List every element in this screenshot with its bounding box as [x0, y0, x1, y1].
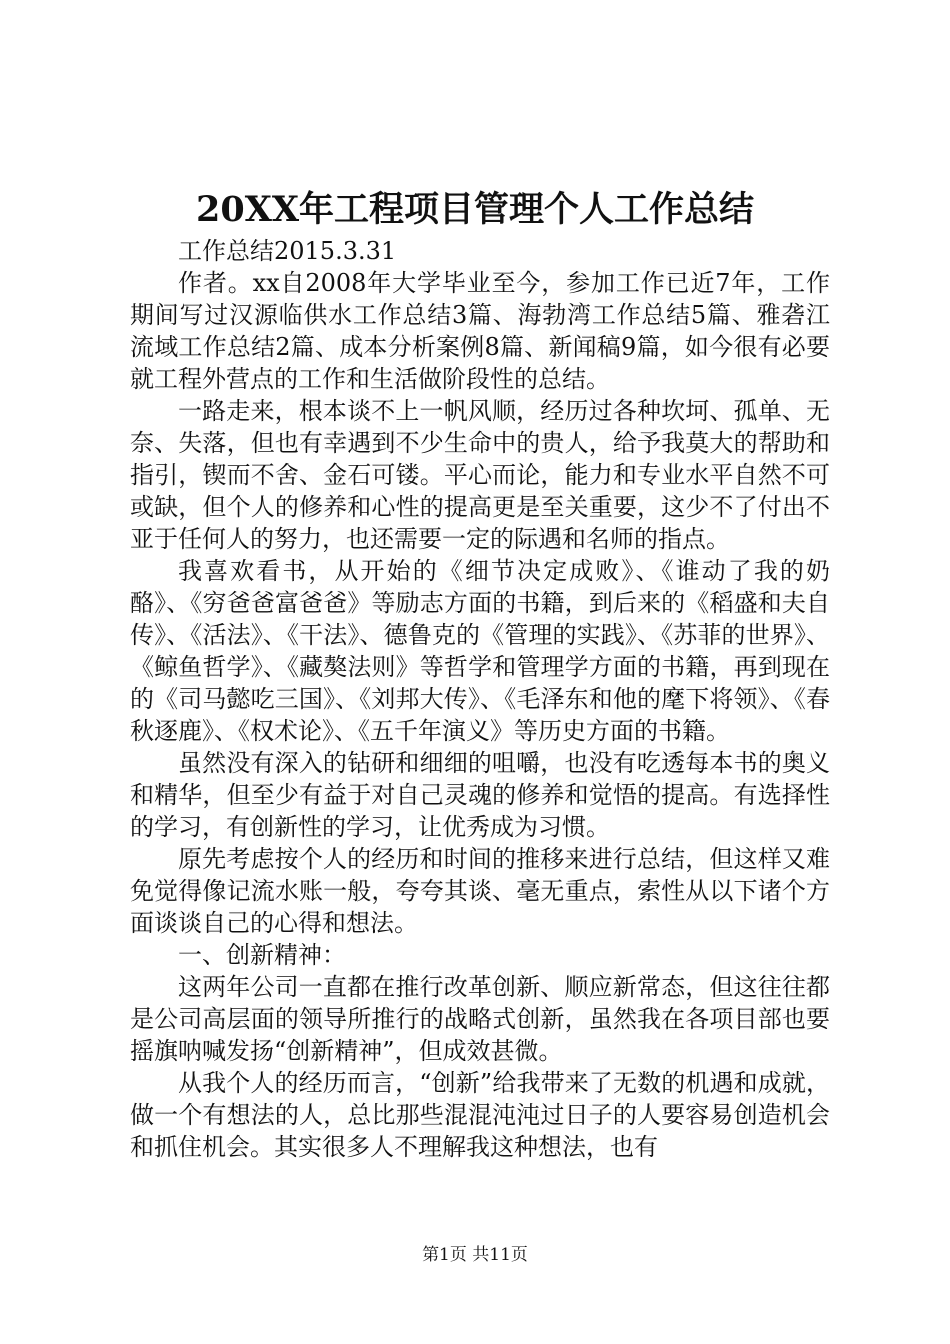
paragraph-author-intro: 作者。xx自2008年大学毕业至今，参加工作已近7年，工作期间写过汉源临供水工作总结3篇、海勃湾工作总结5篇、雅砻江流域工作总结2篇、成本分析案例8篇、新闻稿9篇，如今很有必要就工程外营点的工作和生活做阶段性的总结。 — [130, 269, 830, 393]
paragraph-approach: 原先考虑按个人的经历和时间的推移来进行总结，但这样又难免觉得像记流水账一般，夸夸其谈、毫无重点，索性从以下诸个方面谈谈自己的心得和想法。 — [130, 845, 830, 937]
paragraph-personal-innovation: 从我个人的经历而言，“创新”给我带来了无数的机遇和成就，做一个有想法的人，总比那些混混沌沌过日子的人要容易创造机会和抓住机会。其实很多人不理解我这种想法，也有 — [130, 1069, 830, 1161]
paragraph-reflection: 虽然没有深入的钻研和细细的咀嚼，也没有吃透每本书的奥义和精华，但至少有益于对自己灵魂的修养和觉悟的提高。有选择性的学习，有创新性的学习，让优秀成为习惯。 — [130, 749, 830, 841]
paragraph-company-innovation: 这两年公司一直都在推行改革创新、顺应新常态，但这往往都是公司高层面的领导所推行的战略式创新，虽然我在各项目部也要摇旗呐喊发扬“创新精神”，但成效甚微。 — [130, 973, 830, 1065]
page-number-footer: 第1页 共11页 — [422, 1245, 528, 1265]
document-body — [130, 235, 830, 1163]
document-title: 20XX年工程项目管理个人工作总结 — [195, 189, 755, 230]
paragraph-journey: 一路走来，根本谈不上一帆风顺，经历过各种坎坷、孤单、无奈、失落，但也有幸遇到不少生命中的贵人，给予我莫大的帮助和指引，锲而不舍、金石可镂。平心而论，能力和专业水平自然不可或缺，但个人的修养和心性的提高更是至关重要，这少不了付出不亚于任何人的努力，也还需要一定的际遇和名师的指点。 — [130, 397, 830, 553]
paragraph-date: 工作总结2015.3.31 — [178, 237, 397, 265]
section-heading-innovation: 一、创新精神： — [178, 941, 346, 969]
paragraph-reading: 我喜欢看书，从开始的《细节决定成败》、《谁动了我的奶酪》、《穷爸爸富爸爸》等励志方面的书籍，到后来的《稻盛和夫自传》、《活法》、《干法》、德鲁克的《管理的实践》、《苏菲的世界》、《鲸鱼哲学》、《藏獒法则》等哲学和管理学方面的书籍，再到现在的《司马懿吃三国》、《刘邦大传》、《毛泽东和他的麾下将领》、《春秋逐鹿》、《权术论》、《五千年演义》等历史方面的书籍。 — [130, 557, 830, 745]
